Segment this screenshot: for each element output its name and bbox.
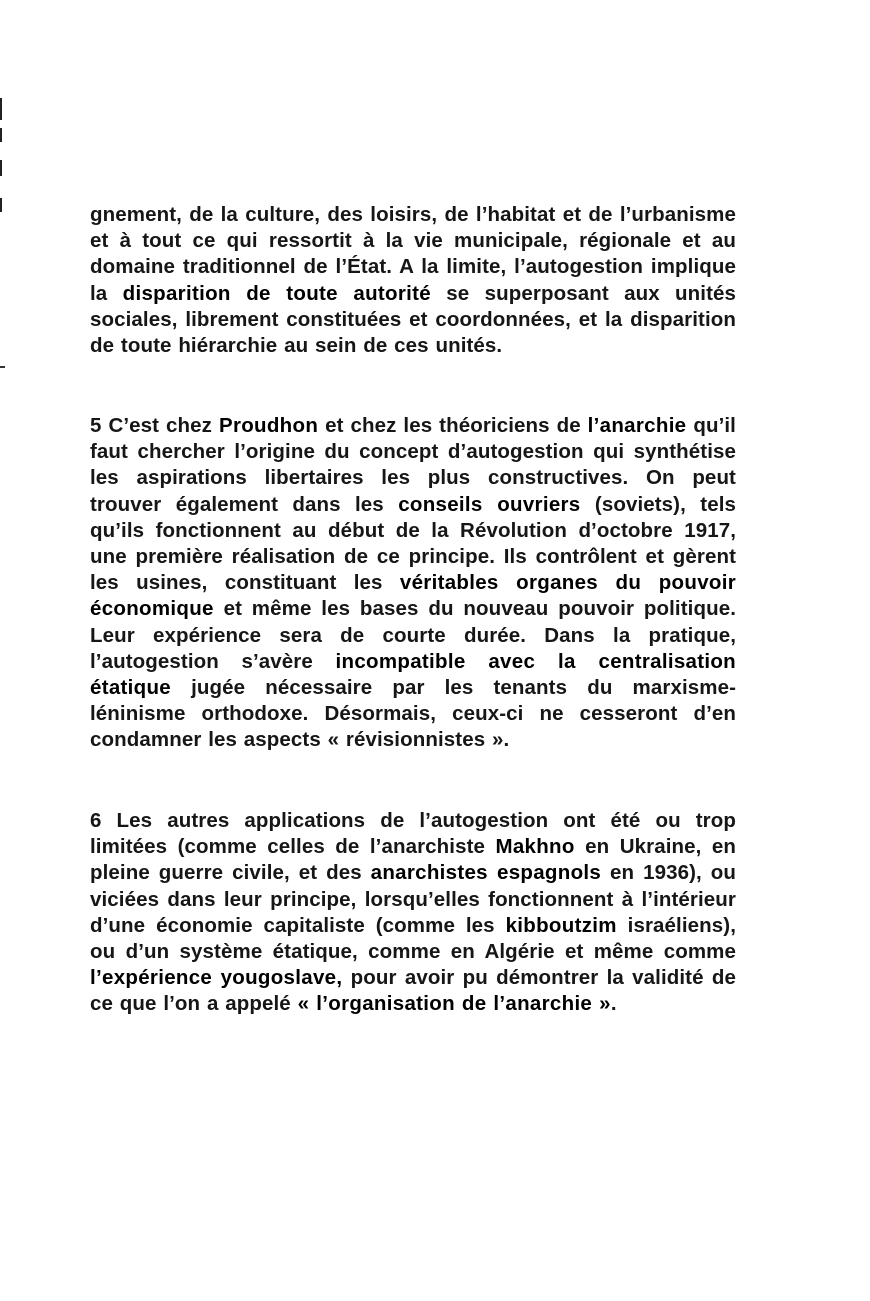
text-run: israéliens), ou d’un système étatique, comme en Algérie et même comme: [90, 913, 736, 964]
text-run: qu’il faut chercher l’origine du concept d’autogestion qui synthétise les aspirations libertaires les plus constructives. On peut trouver également dans les: [90, 414, 736, 516]
emphasis-text: disparition de toute autorité: [122, 281, 431, 305]
text-run: gnement, de la culture, des loisirs, de l’habitat et de l’urbanisme et à tout ce qui ressortit à la vie municipale, régionale et au domaine traditionnel de l’État. A la limite, l’autogestion implique la: [90, 203, 736, 305]
emphasis-text: l’expérience yougoslave,: [90, 966, 343, 990]
page-edge-tick: [0, 366, 5, 368]
page-edge-mark: [0, 98, 2, 120]
emphasis-text: Proudhon: [218, 414, 319, 437]
text-run: .: [610, 992, 617, 1016]
emphasis-text: l’anarchie: [587, 414, 687, 437]
page-edge-mark: [0, 128, 2, 142]
emphasis-text: conseils ouvriers: [398, 492, 581, 516]
text-run: et même les bases du nouveau pouvoir politique. Leur expérience sera de courte durée. Dans la pratique, l’autogestion s’avère: [90, 597, 736, 673]
paragraph-6: [90, 808, 736, 1018]
text-run: (soviets), tels qu’ils fonctionnent au début de la Révolution d’octobre 1917, une première réalisation de ce principe. Ils contrôlent et gèrent les usines, constituant les: [90, 492, 736, 595]
paragraph-continuation: [90, 202, 736, 359]
text-run: et chez les théoriciens de: [318, 414, 588, 437]
emphasis-text: « l’organisation de l’anarchie »: [297, 992, 611, 1016]
text-run: en Ukraine, en pleine guerre civile, et des: [90, 835, 736, 885]
paragraph-5: [90, 413, 736, 754]
emphasis-text: véritables organes du pouvoir économique: [90, 571, 737, 621]
text-run: 5 C’est chez: [90, 414, 219, 437]
emphasis-text: Makhno: [495, 835, 575, 859]
text-run: se superposant aux unités sociales, librement constituées et coordonnées, et la disparition de toute hiérarchie au sein de ces unités.: [90, 281, 736, 358]
text-run: jugée nécessaire par les tenants du marxisme-léninisme orthodoxe. Désormais, ceux-ci ne cesseront d’en condamner les aspects « révisionnistes ».: [90, 676, 736, 752]
text-run: pour avoir pu démontrer la validité de ce que l’on a appelé: [90, 966, 736, 1016]
emphasis-text: anarchistes espagnols: [370, 861, 602, 885]
emphasis-text: incompatible avec la centralisation étatique: [90, 649, 737, 700]
page-edge-mark: [0, 160, 2, 176]
text-run: 6 Les autres applications de l’autogestion ont été ou trop limitées (comme celles de l’anarchiste: [90, 809, 736, 859]
emphasis-text: kibboutzim: [505, 913, 617, 937]
page-edge-mark: [0, 198, 2, 212]
text-run: en 1936), ou viciées dans leur principe, lorsqu’elles fonctionnent à l’intérieur d’une économie capitaliste (comme les: [90, 861, 736, 937]
